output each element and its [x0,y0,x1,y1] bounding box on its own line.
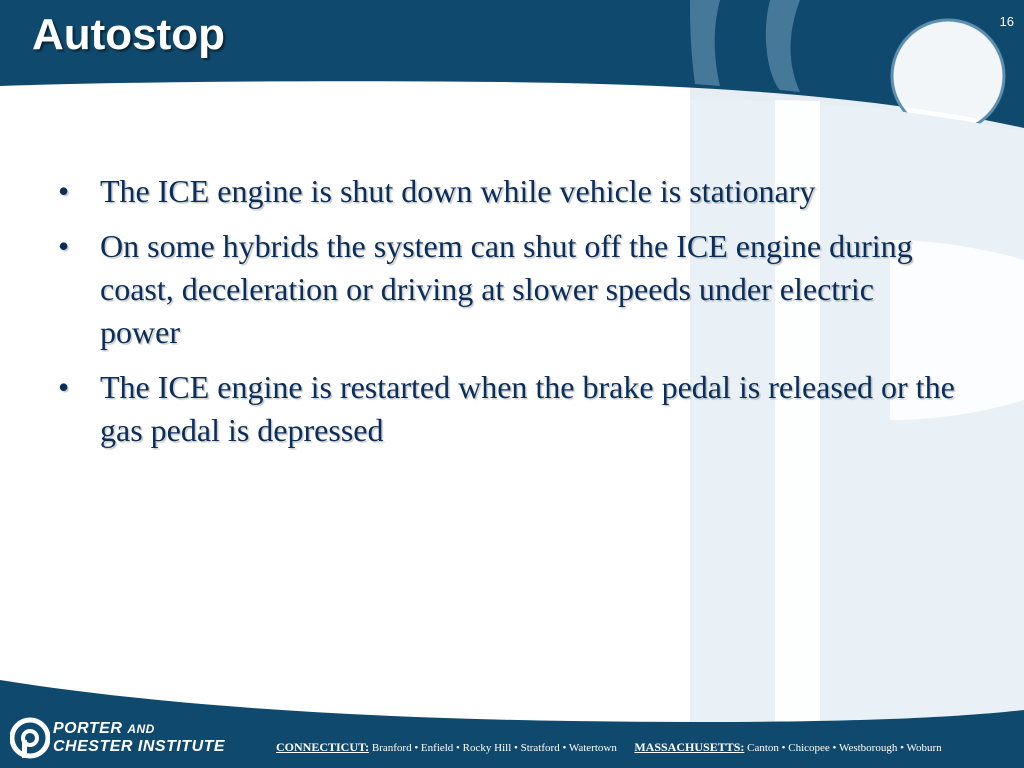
bullet-text: The ICE engine is restarted when the brake pedal is released or the gas pedal is depressed [100,369,955,448]
brand-line2: CHESTER INSTITUTE [53,738,226,755]
bullet-icon: • [58,173,70,209]
bullet-item [58,366,958,452]
bullet-item [58,225,958,354]
bullet-text: On some hybrids the system can shut off the ICE engine during coast, deceleration or driving at slower speeds under electric power [100,228,913,350]
bullet-item [58,170,958,213]
slide-title: Autostop [32,10,226,59]
brand-name [53,720,225,755]
ct-label: CONNECTICUT: [276,740,370,754]
brand-and: AND [127,722,155,736]
bullet-icon: • [58,228,70,264]
ma-cities: Canton • Chicopee • Westborough • Woburn [747,742,942,754]
bullet-icon: • [58,369,70,405]
brand-line1: PORTER [53,720,123,737]
bullet-list [58,170,958,464]
page-number: 16 [999,14,1014,29]
ma-label: MASSACHUSETTS: [634,740,745,754]
bullet-text: The ICE engine is shut down while vehicle is stationary [100,173,816,209]
campus-locations [276,740,942,755]
institute-logo-icon [10,716,50,760]
ct-cities: Branford • Enfield • Rocky Hill • Stratford • Watertown [371,742,617,754]
